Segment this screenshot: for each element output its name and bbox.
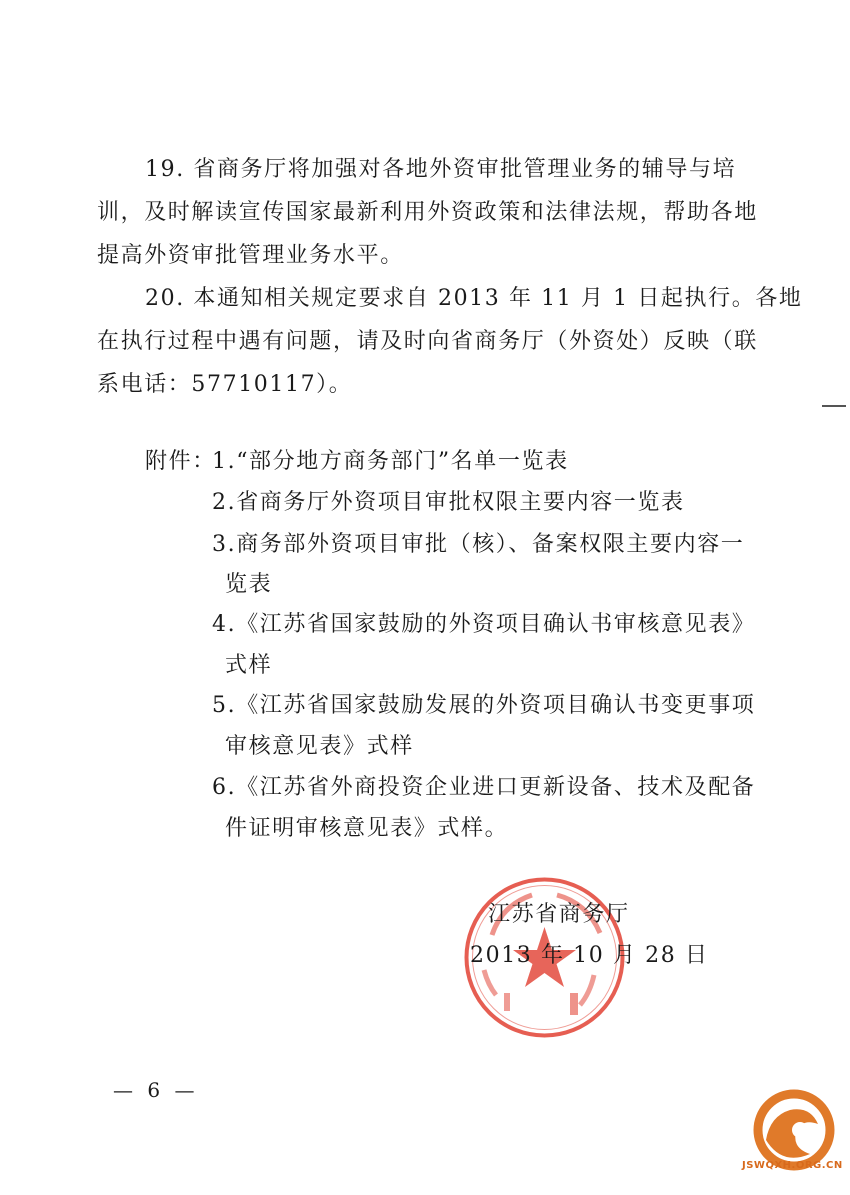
attachment-item-3-line-2: 览表 — [225, 572, 273, 597]
watermark-text: JSWQXH.ORG.CN — [742, 1160, 843, 1171]
attachment-item-5-line-2: 审核意见表》式样 — [225, 734, 414, 759]
scan-mark — [822, 405, 846, 407]
paragraph-20-line-1: 20. 本通知相关规定要求自 2013 年 11 月 1 日起执行。各地 — [145, 286, 803, 311]
attachment-item-1: 1.“部分地方商务部门”名单一览表 — [212, 449, 569, 474]
paragraph-20-line-2: 在执行过程中遇有问题，请及时向省商务厅（外资处）反映（联 — [97, 329, 758, 354]
paragraph-20-line-3: 系电话：57710117）。 — [97, 372, 353, 397]
signing-organization: 江苏省商务厅 — [488, 902, 630, 927]
attachment-item-5-line-1: 5.《江苏省国家鼓励发展的外资项目确认书变更事项 — [212, 693, 756, 718]
attachment-item-6-line-1: 6.《江苏省外商投资企业进口更新设备、技术及配备 — [212, 775, 756, 800]
signing-date: 2013 年 10 月 28 日 — [470, 943, 709, 968]
paragraph-19-line-2: 训，及时解读宣传国家最新利用外资政策和法律法规，帮助各地 — [97, 200, 758, 225]
attachment-item-2: 2.省商务厅外资项目审批权限主要内容一览表 — [212, 490, 685, 515]
attachment-item-3-line-1: 3.商务部外资项目审批（核）、备案权限主要内容一 — [212, 532, 745, 557]
paragraph-19-line-1: 19. 省商务厅将加强对各地外资审批管理业务的辅导与培 — [145, 157, 737, 182]
attachment-item-4-line-2: 式样 — [225, 653, 273, 678]
paragraph-19-line-3: 提高外资审批管理业务水平。 — [97, 243, 404, 268]
attachment-item-4-line-1: 4.《江苏省国家鼓励的外资项目确认书审核意见表》 — [212, 612, 756, 637]
attachment-item-6-line-2: 件证明审核意见表》式样。 — [225, 816, 509, 841]
page-number: — 6 — — [113, 1078, 199, 1102]
attachments-label: 附件： — [145, 449, 216, 474]
